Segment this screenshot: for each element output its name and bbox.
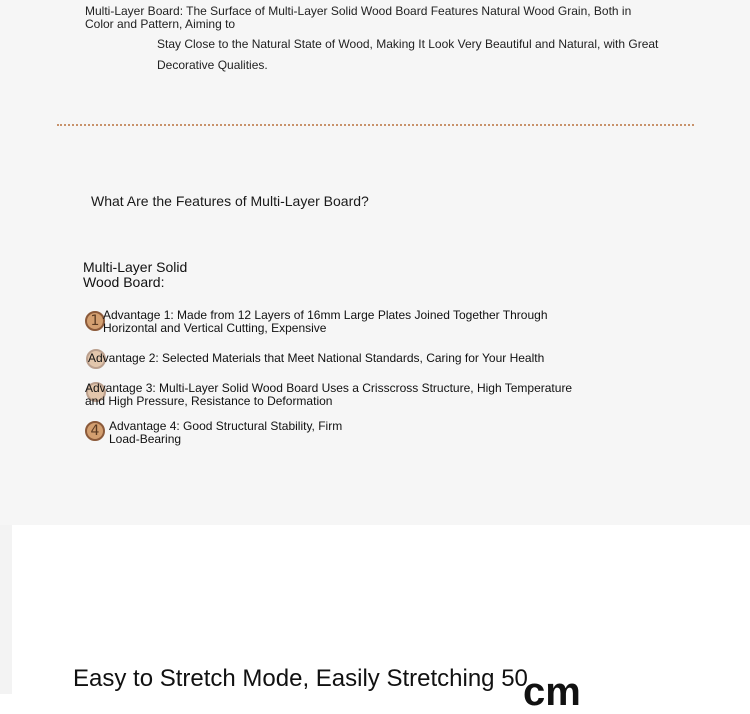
board-title: Multi-Layer Solid Wood Board: <box>83 259 188 290</box>
dotted-divider <box>57 124 694 126</box>
intro-text-line1: Multi-Layer Board: The Surface of Multi-Layer Solid Wood Board Features Natural Wood Grain, Both in Color and Pattern, Aiming to <box>85 4 632 31</box>
advantage-item: Advantage 4: Good Structural Stability, Firm Load-Bearing <box>109 419 343 446</box>
number-circle-icon: 1 <box>85 311 105 331</box>
left-edge-strip <box>0 525 12 694</box>
unit-label: cm <box>523 670 581 714</box>
advantage-item: Advantage 3: Multi-Layer Solid Wood Board Uses a Crisscross Structure, High Temperature and High Pressure, Resistance to Deformation <box>85 381 573 408</box>
features-question: What Are the Features of Multi-Layer Board? <box>91 193 369 209</box>
advantage-item: Advantage 1: Made from 12 Layers of 16mm Large Plates Joined Together Through Horizontal and Vertical Cutting, Expensive <box>103 308 548 335</box>
intro-text-line2: Stay Close to the Natural State of Wood, Making It Look Very Beautiful and Natural, with Great Decorative Qualities. <box>157 37 659 72</box>
number-circle-icon: 4 <box>85 421 105 441</box>
advantage-item: Advantage 2: Selected Materials that Meet National Standards, Caring for Your Health <box>88 351 545 365</box>
stretch-headline: Easy to Stretch Mode, Easily Stretching 50 <box>73 665 528 692</box>
